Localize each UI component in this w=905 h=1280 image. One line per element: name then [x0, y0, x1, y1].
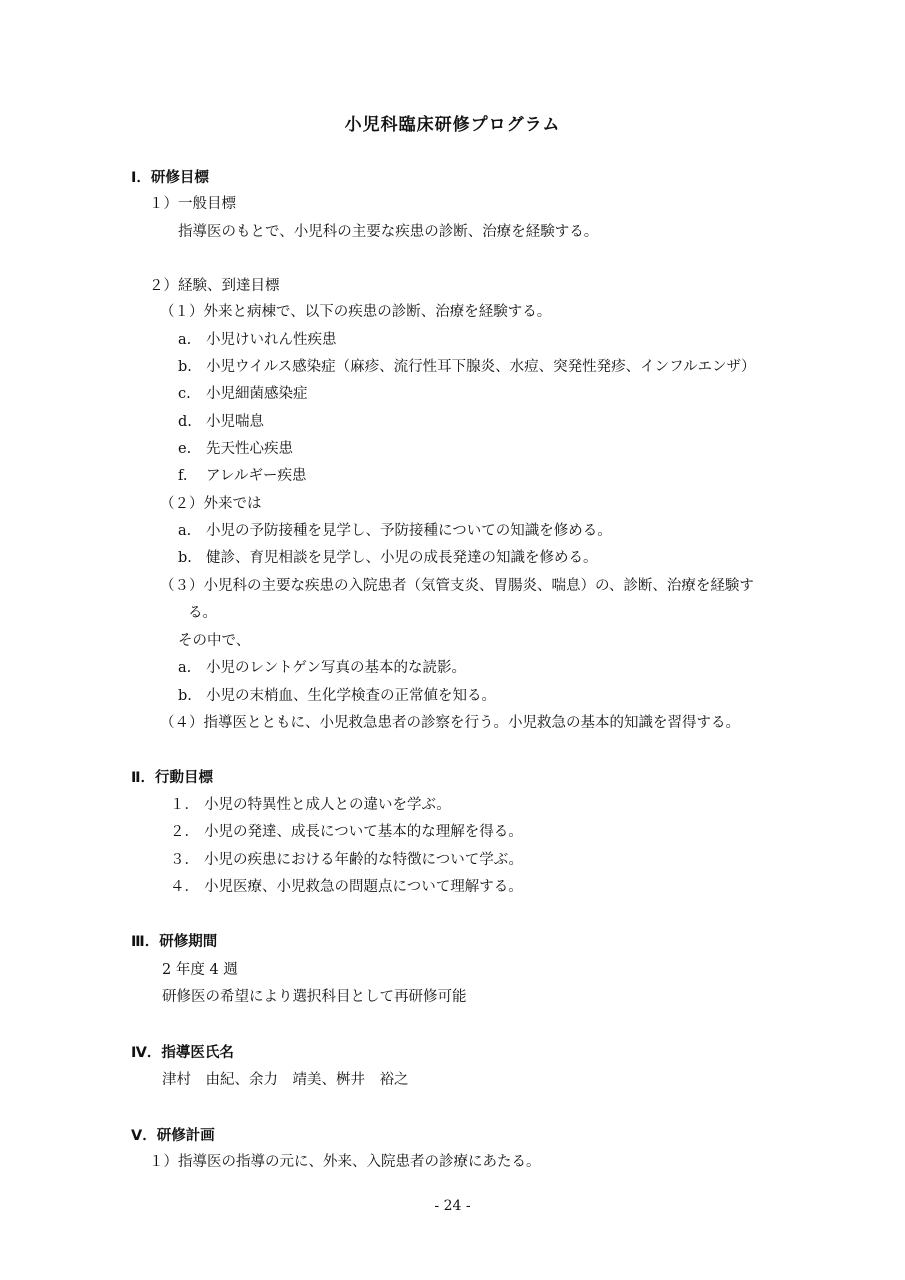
list-marker: ３． — [170, 852, 199, 868]
paragraph-inpatient-continued: る。 — [188, 605, 217, 621]
paragraph-outpatient-ward: （１）外来と病棟で、以下の疾患の診断、治療を経験する。 — [160, 304, 552, 320]
list-item-text: 小児のレントゲン写真の基本的な読影。 — [206, 660, 467, 676]
list-marker: f. — [178, 468, 188, 484]
list-marker: a. — [178, 523, 192, 539]
list-item — [170, 795, 451, 815]
list-item — [170, 877, 523, 897]
plan-item: １）指導医の指導の元に、外来、入院患者の診療にあたる。 — [149, 1154, 541, 1170]
list-item-text: アレルギー疾患 — [206, 468, 307, 484]
list-item-text: 小児喘息 — [206, 414, 264, 430]
list-item — [170, 850, 523, 870]
list-item-text: 先天性心疾患 — [206, 441, 293, 457]
list-item — [178, 439, 293, 459]
list-marker: １． — [170, 797, 199, 813]
list-item — [178, 466, 307, 486]
section-heading-goals: Ⅰ．研修目標 — [131, 170, 209, 186]
list-item — [178, 412, 264, 432]
page-number: - 24 - — [434, 1198, 471, 1214]
period-duration: 2 年度 4 週 — [162, 962, 238, 978]
list-marker: ２． — [170, 824, 199, 840]
list-item — [178, 686, 496, 706]
subsection-general-goal: １）一般目標 — [149, 196, 236, 212]
list-marker: b. — [178, 688, 192, 704]
list-item-text: 小児けいれん性疾患 — [206, 332, 337, 348]
list-marker: b. — [178, 359, 192, 375]
list-item-text: 小児の発達、成長について基本的な理解を得る。 — [204, 824, 523, 840]
list-item — [178, 330, 337, 350]
list-item — [178, 521, 612, 541]
list-item — [170, 822, 523, 842]
list-item — [178, 658, 466, 678]
list-marker: ４． — [170, 879, 199, 895]
section-heading-instructors: Ⅳ．指導医氏名 — [131, 1045, 234, 1061]
section-heading-period: Ⅲ．研修期間 — [131, 934, 218, 950]
paragraph-outpatient: （２）外来では — [160, 496, 262, 512]
list-item-text: 健診、育児相談を見学し、小児の成長発達の知識を修める。 — [206, 550, 598, 566]
paragraph-inpatient: （３）小児科の主要な疾患の入院患者（気管支炎、胃腸炎、喘息）の、診断、治療を経験す — [160, 578, 754, 594]
list-marker: c. — [178, 386, 191, 402]
list-marker: a. — [178, 332, 192, 348]
list-item-text: 小児の疾患における年齢的な特徴について学ぶ。 — [204, 852, 523, 868]
period-note: 研修医の希望により選択科目として再研修可能 — [162, 989, 467, 1005]
general-goal-text: 指導医のもとで、小児科の主要な疾患の診断、治療を経験する。 — [178, 224, 599, 240]
list-item-text: 小児ウイルス感染症（麻疹、流行性耳下腺炎、水痘、突発性発疹、インフルエンザ） — [206, 359, 756, 375]
list-marker: b. — [178, 550, 192, 566]
list-item — [178, 357, 756, 377]
document-title: 小児科臨床研修プログラム — [344, 115, 561, 135]
list-item-text: 小児細菌感染症 — [206, 386, 308, 402]
list-item-text: 小児医療、小児救急の問題点について理解する。 — [204, 879, 523, 895]
list-marker: a. — [178, 660, 192, 676]
list-item — [178, 384, 308, 404]
list-item — [178, 548, 598, 568]
instructor-names: 津村 由紀、余力 靖美、桝井 裕之 — [162, 1072, 409, 1088]
section-heading-plan: Ⅴ．研修計画 — [131, 1128, 215, 1144]
paragraph-emergency: （４）指導医とともに、小児救急患者の診察を行う。小児救急の基本的知識を習得する。 — [160, 715, 740, 731]
section-heading-behavior-goals: Ⅱ．行動目標 — [131, 770, 214, 786]
list-item-text: 小児の特異性と成人との違いを学ぶ。 — [204, 797, 451, 813]
subsection-experience-goals: ２）経験、到達目標 — [149, 278, 280, 294]
list-item-text: 小児の末梢血、生化学検査の正常値を知る。 — [206, 688, 496, 704]
list-marker: d. — [178, 414, 192, 430]
list-item-text: 小児の予防接種を見学し、予防接種についての知識を修める。 — [206, 523, 612, 539]
list-marker: e. — [178, 441, 192, 457]
paragraph-intro: その中で、 — [178, 633, 251, 649]
